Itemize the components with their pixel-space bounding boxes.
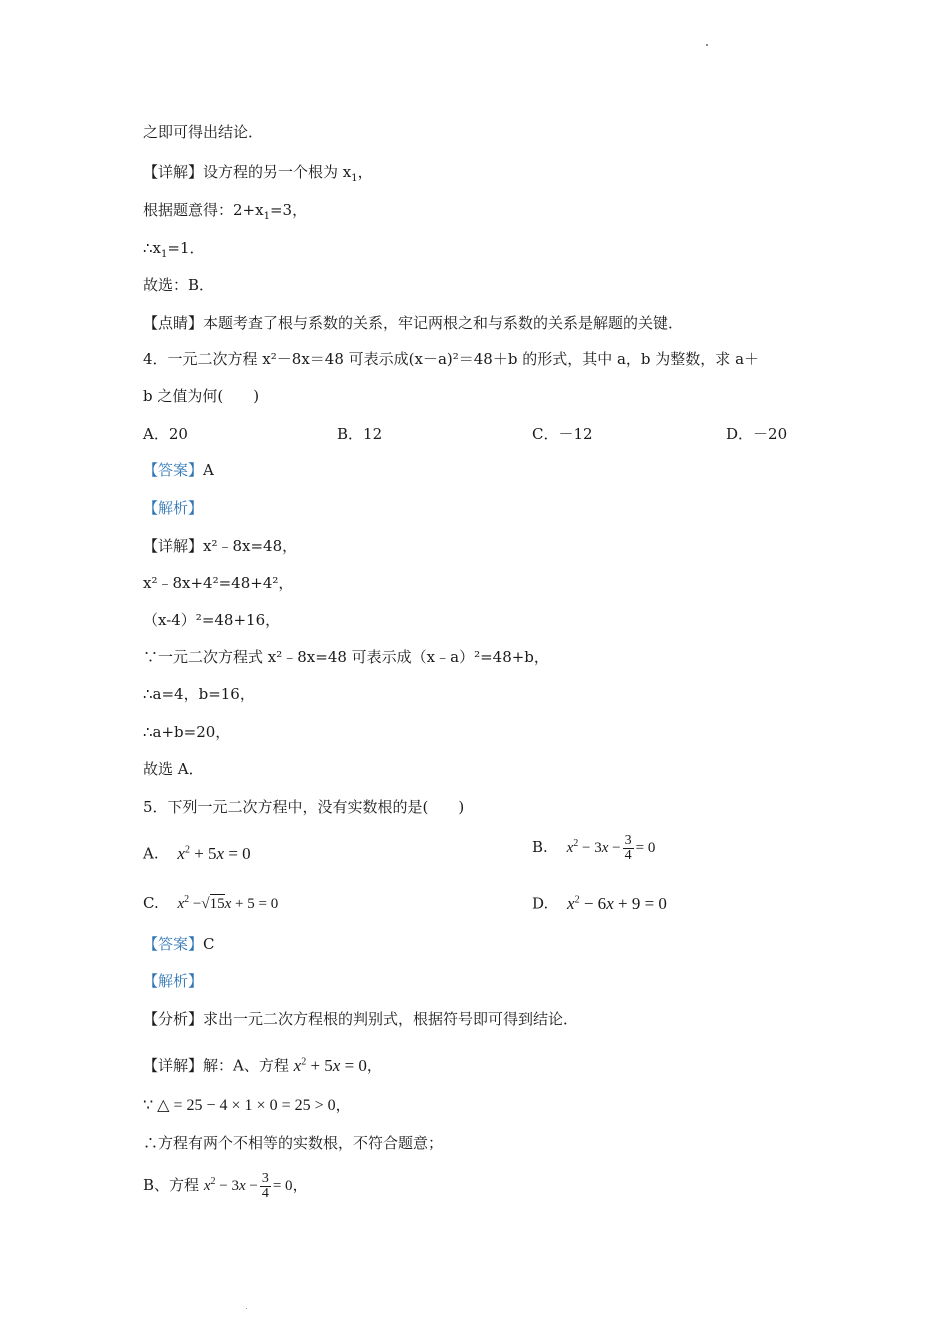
text-line: 【分析】求出一元二次方程根的判别式，根据符号即可得到结论．	[143, 1010, 579, 1028]
section-tag: 【详解】	[143, 1056, 204, 1075]
text-line: $\therefore x_1=1$．	[143, 239, 205, 260]
footer-mark	[246, 1308, 247, 1309]
text-line: 故选 A．	[143, 760, 204, 778]
corner-mark	[706, 44, 708, 46]
text-line: 【详解】设方程的另一个根为 $x_1$，	[143, 163, 373, 184]
option-d: D. $x^2 - 6x + 9 = 0$	[532, 893, 667, 913]
section-tag: 【分析】	[143, 1010, 204, 1028]
answer-tag: 【答案】	[143, 461, 204, 479]
question-5-text: 5．下列一元二次方程中，没有实数根的是( )	[143, 798, 465, 816]
text-line: 根据题意得：$2+x_1=3$，	[143, 201, 308, 222]
section-tag: 【详解】	[143, 163, 204, 181]
answer-line: 【答案】A	[143, 461, 214, 479]
option-b: B. $x^2 - 3x$ − $\frac{3}{4}$ = 0	[532, 833, 656, 864]
text-line: 之即可得出结论．	[143, 123, 264, 141]
section-tag: 【详解】	[143, 537, 204, 555]
option-d: D．－20	[726, 425, 788, 443]
equation: $x^2 - 3x$ − $\frac{3}{4}$ = 0	[566, 833, 656, 864]
option-a: A．20	[143, 425, 188, 443]
question-4-text: 4．一元二次方程 x²－8x＝48 可表示成(x－a)²＝48＋b 的形式，其中 a，b 为整数，求 a＋	[143, 350, 760, 368]
equation: $x^2 - 6x + 9 = 0$	[567, 893, 667, 913]
equation: $x^2 + 5x = 0$	[293, 1055, 367, 1075]
analysis-tag: 【解析】	[143, 499, 204, 517]
equation: ∵ △ = 25 − 4 × 1 × 0 = 25 > 0	[143, 1097, 336, 1114]
equation: $x^2 - 3x$ − $\frac{3}{4}$ = 0	[203, 1171, 293, 1202]
text-line: ∴a=4，b=16，	[143, 685, 255, 703]
equation: $x^2 + 5x = 0$	[177, 843, 251, 863]
text-line: 【详解】解：A、方程 $x^2 + 5x = 0$，	[143, 1055, 382, 1075]
option-a: A. $x^2 + 5x = 0$	[143, 843, 251, 863]
text-line: ∴方程有两个不相等的实数根，不符合题意；	[143, 1134, 444, 1152]
section-tag: 【点睛】	[143, 314, 204, 332]
text-line: 故选：B．	[143, 276, 215, 294]
answer-line: 【答案】C	[143, 935, 215, 953]
text-line: B、方程 $x^2 - 3x$ − $\frac{3}{4}$ = 0，	[143, 1171, 308, 1202]
text-line: （x-4）²=48+16，	[143, 611, 281, 629]
analysis-tag: 【解析】	[143, 972, 204, 990]
answer-tag: 【答案】	[143, 935, 204, 953]
option-b: B．12	[337, 425, 383, 443]
text-line: ∴a+b=20，	[143, 723, 231, 741]
question-4-text: b 之值为何( )	[143, 387, 260, 405]
option-c: C．－12	[532, 425, 593, 443]
text-line: 【详解】x²﹣8x=48，	[143, 537, 298, 555]
text-line: x²﹣8x+4²=48+4²，	[143, 574, 294, 592]
equation: $x^2 -√15x + 5 = 0$	[177, 894, 279, 912]
text-line: ∵ △ = 25 − 4 × 1 × 0 = 25 > 0，	[143, 1096, 351, 1114]
option-c: C. $x^2 -√15x + 5 = 0$	[143, 894, 279, 912]
text-line: 【点睛】本题考查了根与系数的关系，牢记两根之和与系数的关系是解题的关键．	[143, 314, 684, 332]
text-line: ∵一元二次方程式 x²﹣8x=48 可表示成（x﹣a）²=48+b，	[143, 648, 549, 666]
